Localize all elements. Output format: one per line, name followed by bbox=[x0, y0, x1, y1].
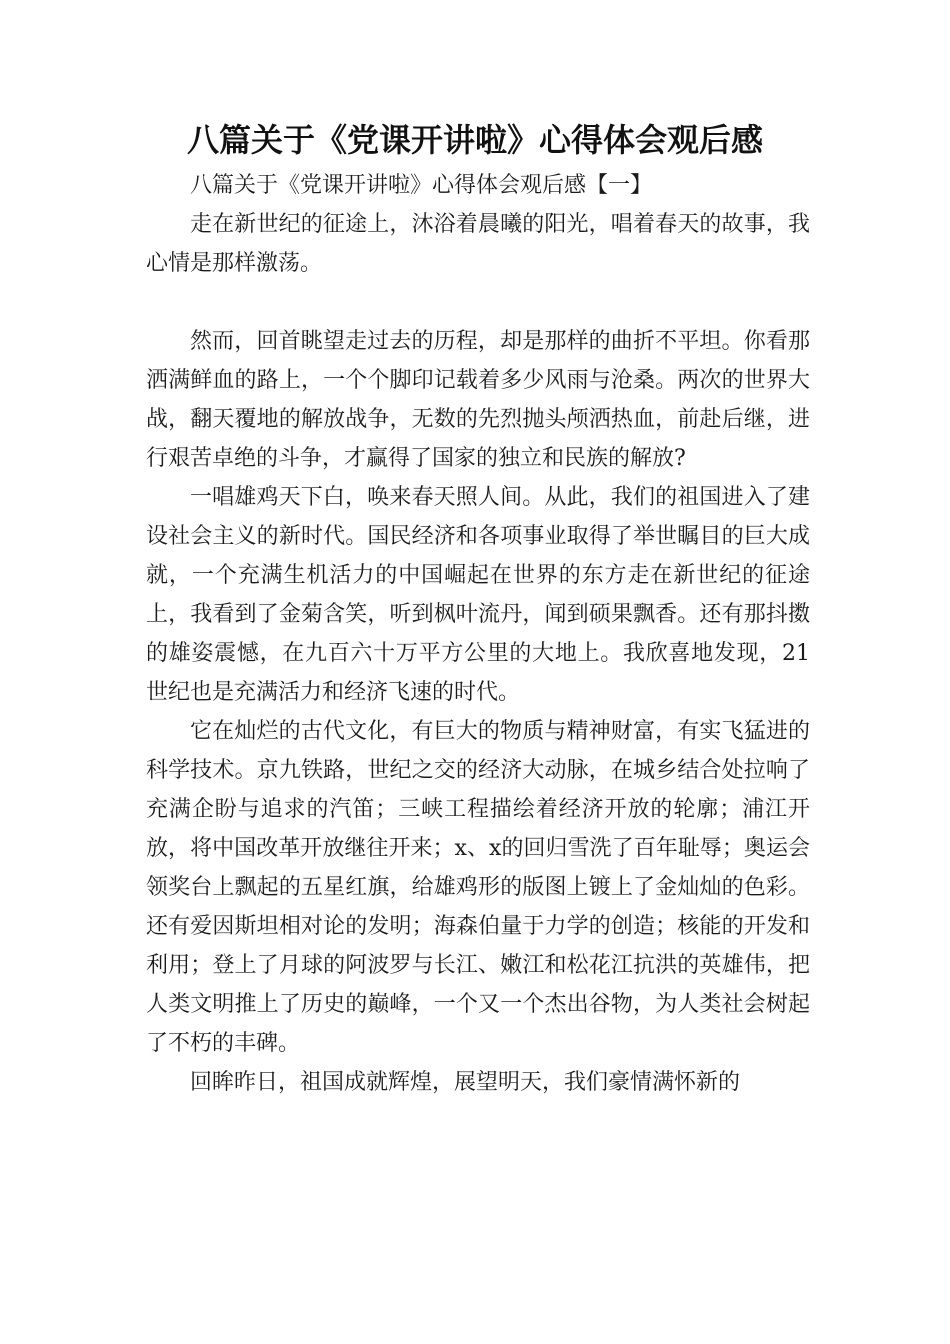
document-body bbox=[146, 166, 810, 1102]
paragraph-5: 回眸昨日，祖国成就辉煌，展望明天，我们豪情满怀新的 bbox=[190, 1070, 741, 1095]
paragraph-4: 它在灿烂的古代文化，有巨大的物质与精神财富，有实飞猛进的科学技术。京九铁路，世纪之交的经济大动脉，在城乡结合处拉响了充满企盼与追求的汽笛；三峡工程描绘着经济开放的轮廓；浦江开放，将中国改革开放继往开来；x、x的回归雪洗了百年耻辱；奥运会领奖台上飘起的五星红旗，给雄鸡形的版图上镀上了金灿灿的色彩。还有爱因斯坦相对论的发明；海森伯量于力学的创造；核能的开发和利用；登上了月球的阿波罗与长江、嫩江和松花江抗洪的英雄伟，把人类文明推上了历史的巅峰，一个又一个杰出谷物，为人类社会树起了不朽的丰碑。 bbox=[146, 719, 810, 1056]
document-title: 八篇关于《党课开讲啦》心得体会观后感 bbox=[186, 121, 763, 159]
section-subtitle: 八篇关于《党课开讲啦》心得体会观后感【一】 bbox=[190, 173, 653, 198]
paragraph-1: 走在新世纪的征途上，沐浴着晨曦的阳光，唱着春天的故事，我心情是那样激荡。 bbox=[146, 212, 810, 276]
paragraph-2: 然而，回首眺望走过去的历程，却是那样的曲折不平坦。你看那洒满鲜血的路上，一个个脚印记载着多少风雨与沧桑。两次的世界大战，翻天覆地的解放战争，无数的先烈抛头颅洒热血，前赴后继，进行艰苦卓绝的斗争，才赢得了国家的独立和民族的解放? bbox=[146, 329, 810, 471]
paragraph-3: 一唱雄鸡天下白，唤来春天照人间。从此，我们的祖国进入了建设社会主义的新时代。国民经济和各项事业取得了举世瞩目的巨大成就，一个充满生机活力的中国崛起在世界的东方走在新世纪的征途上，我看到了金菊含笑，听到枫叶流丹，闻到硕果飘香。还有那抖擞的雄姿震憾，在九百六十万平方公里的大地上。我欣喜地发现，21世纪也是充满活力和经济飞速的时代。 bbox=[146, 485, 810, 705]
